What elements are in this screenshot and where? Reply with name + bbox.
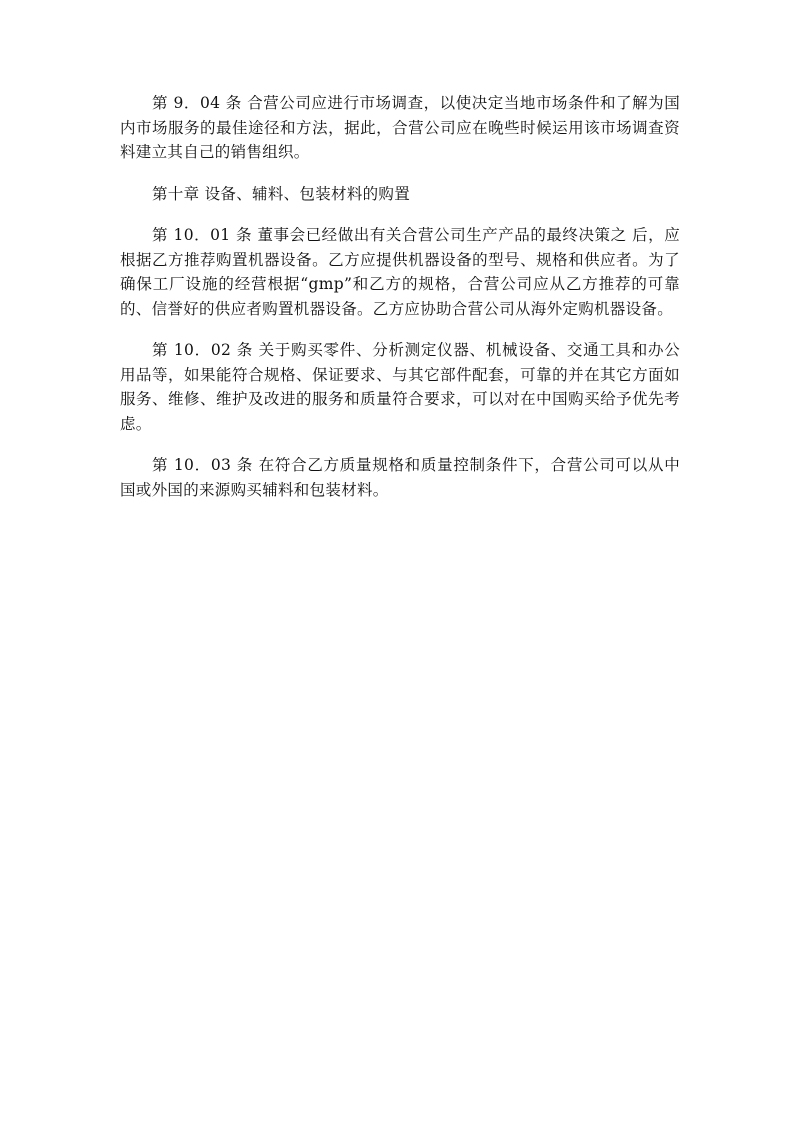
article-10-03: 第 10．03 条 在符合乙方质量规格和质量控制条件下，合营公司可以从中国或外国的来源购买辅料和包装材料。: [120, 456, 680, 499]
document-body: [120, 91, 680, 502]
article-10-02: 第 10．02 条 关于购买零件、分析测定仪器、机械设备、交通工具和办公用品等，如果能符合规格、保证要求、与其它部件配套，可靠的并在其它方面如服务、维修、维护及改进的服务和质量符合要求，可以对在中国购买给予优先考虑。: [120, 341, 680, 433]
article-10-01: 第 10．01 条 董事会已经做出有关合营公司生产产品的最终决策之 后，应根据乙方推荐购置机器设备。乙方应提供机器设备的型号、规格和供应者。为了确保工厂设施的经营根据“gmp”和乙方的规格，合营公司应从乙方推荐的可靠的、信誉好的供应者购置机器设备。乙方应协助合营公司从海外定购机器设备。: [120, 226, 680, 318]
chapter-10-heading: 第十章 设备、辅料、包装材料的购置: [152, 184, 411, 203]
article-9-04: 第 9．04 条 合营公司应进行市场调查，以使决定当地市场条件和了解为国内市场服务的最佳途径和方法，据此，合营公司应在晚些时候运用该市场调查资料建立其自己的销售组织。: [120, 94, 680, 161]
